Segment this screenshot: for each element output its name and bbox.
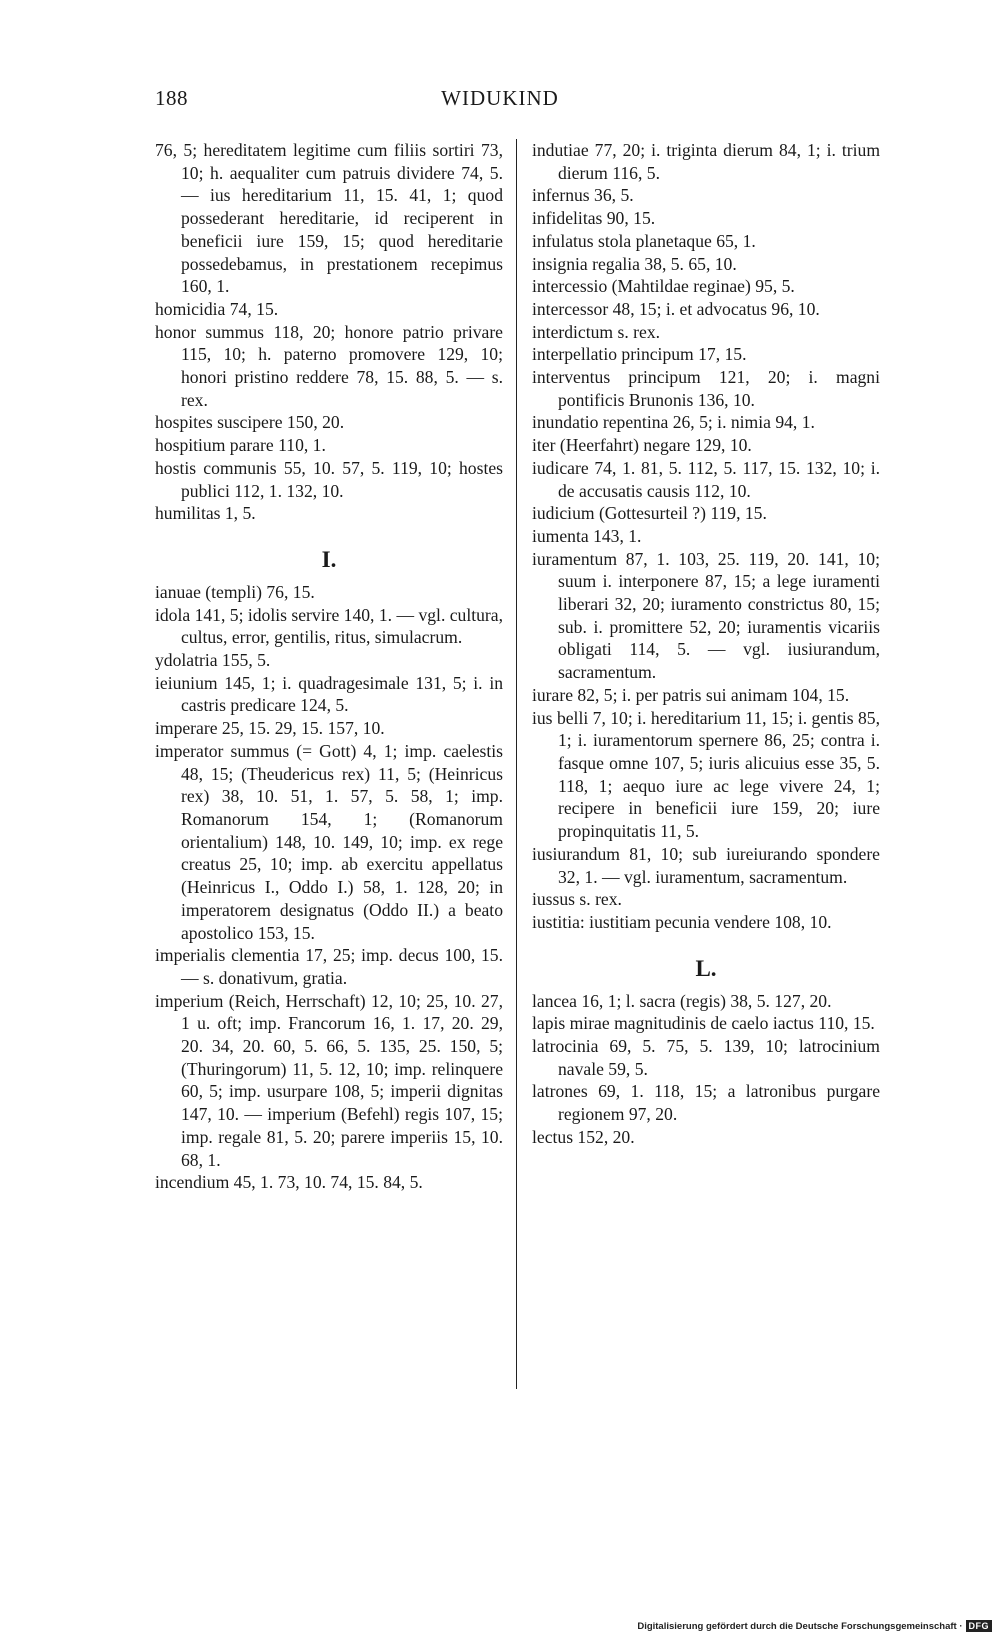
index-entry: intercessio (Mahtildae reginae) 95, 5.	[532, 276, 795, 297]
index-entry: iudicare 74, 1. 81, 5. 112, 5. 117, 15. 132, 10; i. de accusatis causis 112, 10.	[532, 457, 880, 501]
index-entry: infernus 36, 5.	[532, 185, 634, 206]
index-entry: imperialis clementia 17, 25; imp. decus 100, 15. — s. donativum, gratia.	[155, 945, 503, 988]
index-entry: latrones 69, 1. 118, 15; a latronibus purgare regionem 97, 20.	[532, 1081, 880, 1125]
index-entry: incendium 45, 1. 73, 10. 74, 15. 84, 5.	[155, 1172, 423, 1193]
section-heading-l: L.	[695, 955, 717, 981]
index-entry: interdictum s. rex.	[532, 321, 661, 342]
index-entry: hostis communis 55, 10. 57, 5. 119, 10; hostes publici 112, 1. 132, 10.	[155, 457, 503, 501]
running-head: WIDUKIND	[441, 86, 559, 110]
index-entry: interventus principum 121, 20; i. magni pontificis Brunonis 136, 10.	[532, 367, 880, 410]
index-entry: latrocinia 69, 5. 75, 5. 139, 10; latrocinium navale 59, 5.	[532, 1036, 880, 1079]
index-entry: hospites suscipere 150, 20.	[155, 412, 345, 433]
index-entry: iustitia: iustitiam pecunia vendere 108, 10.	[532, 911, 832, 932]
dfg-logo-icon: DFG	[966, 1620, 993, 1632]
column-rule	[516, 139, 517, 1389]
index-entry: lapis mirae magnitudinis de caelo iactus 110, 15.	[532, 1013, 875, 1034]
index-entry: imperator summus (= Gott) 4, 1; imp. caelestis 48, 15; (Theudericus rex) 11, 5; (Heinricus rex) 38, 10. 51, 1. 57, 5. 58, 1; imp. Romanorum 154, 1; (Romanorum orientalium) 148, 10. 149, 10; imp. ex rege creatus 25, 10; imp. ab exercitu appellatus (Heinricus I., Oddo I.) 58, 1. 128, 20; in imperatorem designatus (Oddo II.) a beato apostolico 153, 15.	[155, 740, 503, 943]
index-entry: humilitas 1, 5.	[155, 503, 256, 524]
index-entry: honor summus 118, 20; honore patrio privare 115, 10; h. paterno promovere 129, 10; honori pristino reddere 78, 15. 88, 5. — s. rex.	[155, 321, 503, 410]
index-entry: iussus s. rex.	[532, 889, 622, 910]
index-entry: ydolatria 155, 5.	[155, 650, 271, 671]
index-entry: hospitium parare 110, 1.	[155, 435, 326, 456]
index-entry: infulatus stola planetaque 65, 1.	[532, 230, 756, 251]
index-entry: ieiunium 145, 1; i. quadragesimale 131, 5; i. in castris predicare 124, 5.	[155, 672, 503, 716]
right-column	[532, 139, 880, 1149]
index-entry: ianuae (templi) 76, 15.	[155, 581, 315, 602]
section-heading-i: I.	[321, 546, 337, 572]
index-entry: infidelitas 90, 15.	[532, 208, 656, 229]
footer-text: Digitalisierung gefördert durch die Deutsche Forschungsgemeinschaft ·	[637, 1620, 963, 1632]
index-entry: lancea 16, 1; l. sacra (regis) 38, 5. 127, 20.	[532, 990, 832, 1011]
index-entry: idola 141, 5; idolis servire 140, 1. — vgl. cultura, cultus, error, gentilis, ritus, simulacrum.	[155, 604, 503, 648]
index-entry: iusiurandum 81, 10; sub iureiurando spondere 32, 1. — vgl. iuramentum, sacramentum.	[532, 843, 880, 887]
index-entry: iter (Heerfahrt) negare 129, 10.	[532, 435, 752, 456]
index-entry: homicidia 74, 15.	[155, 298, 279, 319]
left-column	[155, 139, 503, 1194]
index-entry: insignia regalia 38, 5. 65, 10.	[532, 253, 737, 274]
index-entry: lectus 152, 20.	[532, 1126, 635, 1147]
index-entry: 76, 5; hereditatem legitime cum filiis sortiri 73, 10; h. aequaliter cum patruis dividere 74, 5. — ius hereditarium 11, 15. 41, 1; quod possederant hereditarie, id reciperent in beneficii iure 159, 15; quod hereditarie possedebamus, in prestationem recepimus 160, 1.	[155, 140, 503, 297]
index-entry: iuramentum 87, 1. 103, 25. 119, 20. 141, 10; suum i. interponere 87, 15; a lege iuramenti liberari 32, 20; iuramento constrictus 80, 15; sub. i. promittere 52, 20; iuramentis vicariis obligati 114, 5. — vgl. iusiurandum, sacramentum.	[532, 548, 880, 683]
index-entry: iumenta 143, 1.	[532, 525, 642, 546]
index-entry: inundatio repentina 26, 5; i. nimia 94, 1.	[532, 412, 815, 433]
funding-footer	[637, 1620, 992, 1632]
index-entry: intercessor 48, 15; i. et advocatus 96, 10.	[532, 298, 820, 319]
index-entry: interpellatio principum 17, 15.	[532, 344, 747, 365]
index-entry: imperare 25, 15. 29, 15. 157, 10.	[155, 718, 385, 739]
index-entry: ius belli 7, 10; i. hereditarium 11, 15; i. gentis 85, 1; i. iuramentorum spernere 86, 25; contra i. fasque omne 107, 5; iuris alicuius esse 35, 5. 118, 1; aequo iure ac lege vivere 24, 1; recipere in beneficii iure 159, 20; iure propinquitatis 11, 5.	[532, 707, 880, 842]
index-entry: indutiae 77, 20; i. triginta dierum 84, 1; i. trium dierum 116, 5.	[532, 140, 880, 183]
index-entry: iurare 82, 5; i. per patris sui animam 104, 15.	[532, 684, 850, 705]
index-entry: imperium (Reich, Herrschaft) 12, 10; 25, 10. 27, 1 u. oft; imp. Francorum 16, 1. 17, 20. 29, 20. 34, 20. 60, 5. 66, 5. 135, 25. 150, 5; (Thuringorum) 11, 5. 12, 10; imp. relinquere 60, 5; imp. usurpare 108, 5; imperii dignitas 147, 10. — imperium (Befehl) regis 107, 15; imp. regale 81, 5. 20; parere imperiis 15, 10. 68, 1.	[155, 990, 503, 1170]
page-number: 188	[155, 86, 188, 110]
index-entry: iudicium (Gottesurteil ?) 119, 15.	[532, 503, 767, 524]
